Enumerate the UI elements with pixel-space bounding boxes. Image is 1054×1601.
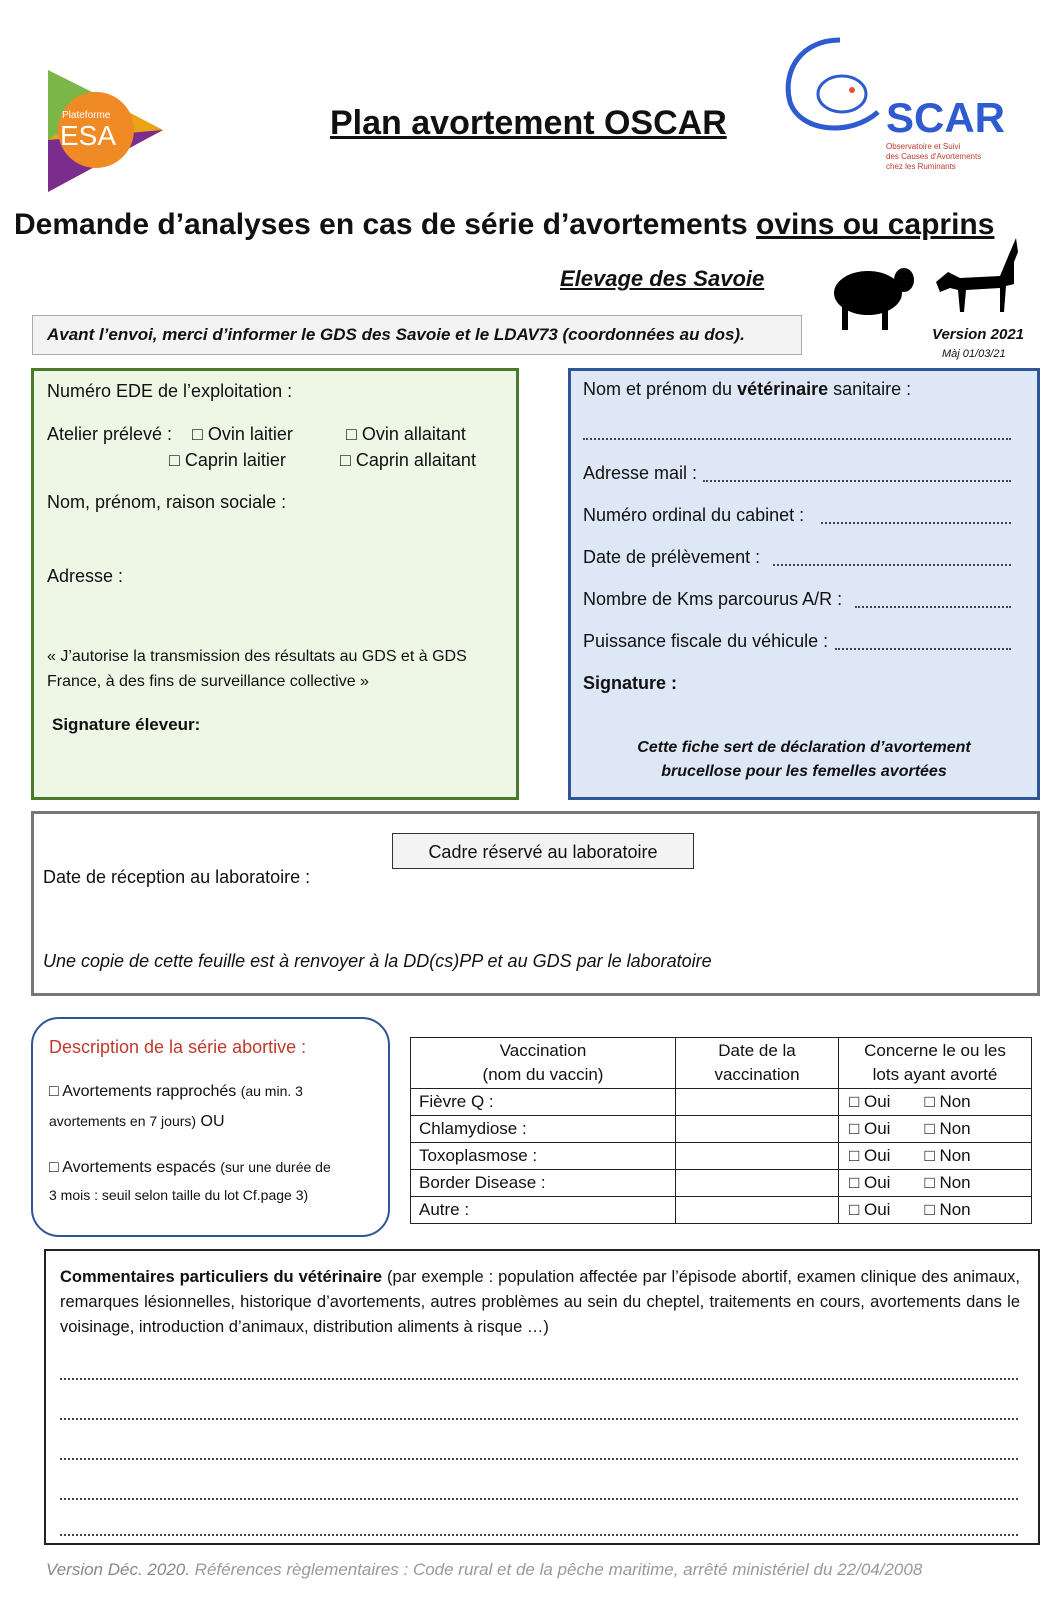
lab-reception-label: Date de réception au laboratoire : (43, 867, 311, 887)
autorisation-line-2: France, à des fins de surveillance collective » (47, 673, 369, 690)
date-col-header: Date de la vaccination (676, 1038, 839, 1089)
commentaires-rest: (par exemple : population affectée par l’épisode abortif, examen clinique des animaux, remarques lésionnelles, historique d’avortements, autres problèmes au sein du cheptel, traitements en cours, avortements dans le voisinage, introduction d’animaux, distribution aliments à risque …) (60, 1268, 1020, 1336)
vaccination-col-header: Vaccination (nom du vaccin) (411, 1038, 676, 1089)
vet-nom-bold: vétérinaire (737, 379, 829, 399)
sheep-icon (828, 258, 918, 338)
vet-date-field[interactable] (773, 563, 1011, 566)
footer (46, 1560, 922, 1580)
rapproches-line2-small: avortements en 7 jours) (49, 1113, 197, 1129)
espaces-line-2: 3 mois : seuil selon taille du lot Cf.page 3) (49, 1187, 309, 1203)
veterinaire-box (568, 368, 1040, 800)
avortements-espaces-checkbox[interactable] (49, 1159, 331, 1177)
oui-checkbox[interactable]: □ Oui (849, 1173, 891, 1192)
vet-kms-field[interactable] (855, 605, 1011, 608)
eleveur-box (31, 368, 519, 800)
rapproches-main: □ Avortements rapprochés (49, 1083, 241, 1100)
table-row (411, 1143, 1032, 1170)
oscar-tagline-3: chez les Ruminants (886, 162, 956, 171)
oui-checkbox[interactable]: □ Oui (849, 1146, 891, 1165)
vet-puissance-label: Puissance fiscale du véhicule : (583, 631, 829, 651)
table-row (411, 1197, 1032, 1224)
signature-eleveur-label: Signature éleveur: (52, 715, 201, 734)
non-checkbox[interactable]: □ Non (924, 1119, 971, 1138)
vaccin-name: Toxoplasmose : (411, 1143, 676, 1170)
lots-cell (839, 1143, 1032, 1170)
caprin-allaitant-checkbox[interactable]: □ Caprin allaitant (340, 450, 476, 470)
lab-header: Cadre réservé au laboratoire (392, 833, 694, 869)
commentaires-box (44, 1249, 1040, 1545)
vaccination-date-cell[interactable] (676, 1116, 839, 1143)
oui-checkbox[interactable]: □ Oui (849, 1092, 891, 1111)
subtitle-start: Demande d’analyses en cas de série d’avortements (14, 208, 757, 241)
esa-logo-main: ESA (60, 120, 117, 151)
non-checkbox[interactable]: □ Non (924, 1146, 971, 1165)
lots-col-header: Concerne le ou les lots ayant avorté (839, 1038, 1032, 1089)
vaccination-table (410, 1037, 1032, 1224)
vet-nom-field[interactable] (583, 437, 1011, 440)
lots-cell (839, 1170, 1032, 1197)
version-label: Version 2021 (932, 326, 1024, 343)
table-row (411, 1170, 1032, 1197)
elevage-label: Elevage des Savoie (560, 266, 765, 291)
vet-ordinal-field[interactable] (821, 521, 1011, 524)
esa-logo-top: Plateforme (62, 110, 111, 121)
oscar-logo-main: SCAR (886, 94, 1006, 141)
brucellose-note-2: brucellose pour les femelles avortées (661, 763, 947, 780)
avortements-rapproches-checkbox[interactable] (49, 1083, 303, 1101)
vet-kms-label: Nombre de Kms parcourus A/R : (583, 589, 843, 609)
oui-checkbox[interactable]: □ Oui (849, 1119, 891, 1138)
footer-refs: Références règlementaires : Code rural et de la pêche maritime, arrêté ministériel du 22/04/2008 (189, 1560, 923, 1579)
vaccin-name: Chlamydiose : (411, 1116, 676, 1143)
oscar-logo (780, 32, 1010, 182)
lots-cell (839, 1089, 1032, 1116)
non-checkbox[interactable]: □ Non (924, 1092, 971, 1111)
rapproches-small: (au min. 3 (240, 1083, 303, 1099)
lots-cell (839, 1197, 1032, 1224)
commentaires-text (60, 1265, 1020, 1340)
espaces-main: □ Avortements espacés (49, 1159, 221, 1176)
comment-line[interactable] (60, 1533, 1018, 1536)
vaccin-name: Border Disease : (411, 1170, 676, 1197)
autorisation-line-1: « J’autorise la transmission des résultats au GDS et à GDS (47, 648, 467, 665)
table-row (411, 1116, 1032, 1143)
vaccination-header-row (411, 1038, 1032, 1089)
vet-mail-field[interactable] (703, 479, 1011, 482)
adresse-label: Adresse : (47, 566, 124, 586)
vaccination-date-cell[interactable] (676, 1143, 839, 1170)
page-subtitle (14, 208, 994, 242)
nom-label: Nom, prénom, raison sociale : (47, 492, 287, 512)
vet-mail-label: Adresse mail : (583, 463, 698, 483)
goat-icon (930, 232, 1022, 322)
non-checkbox[interactable]: □ Non (924, 1200, 971, 1219)
brucellose-note-1: Cette fiche sert de déclaration d’avortement (637, 739, 971, 756)
caprin-laitier-checkbox[interactable]: □ Caprin laitier (169, 450, 286, 470)
notice-banner: Avant l’envoi, merci d’informer le GDS des Savoie et le LDAV73 (coordonnées au dos). (32, 315, 802, 355)
non-checkbox[interactable]: □ Non (924, 1173, 971, 1192)
description-title: Description de la série abortive : (49, 1037, 307, 1057)
ovin-allaitant-checkbox[interactable]: □ Ovin allaitant (346, 424, 466, 444)
espaces-small: (sur une durée de (220, 1159, 331, 1175)
subtitle-underlined: ovins ou caprins (756, 208, 995, 241)
ede-label: Numéro EDE de l’exploitation : (47, 381, 293, 401)
vaccination-date-cell[interactable] (676, 1089, 839, 1116)
maj-label: Màj 01/03/21 (942, 348, 1006, 360)
comment-line[interactable] (60, 1457, 1018, 1460)
lots-cell (839, 1116, 1032, 1143)
rapproches-line-2 (49, 1113, 225, 1131)
vet-puissance-field[interactable] (835, 647, 1011, 650)
esa-logo (38, 60, 168, 200)
description-box (31, 1017, 390, 1237)
commentaires-bold: Commentaires particuliers du vétérinaire (60, 1268, 383, 1286)
vet-nom-post: sanitaire : (828, 379, 912, 399)
vaccin-name: Fièvre Q : (411, 1089, 676, 1116)
page-title: Plan avortement OSCAR (330, 104, 727, 142)
vaccin-name: Autre : (411, 1197, 676, 1224)
oscar-tagline-1: Observatoire et Suivi (886, 142, 961, 151)
footer-version: Version Déc. 2020. (46, 1560, 190, 1579)
oscar-tagline-2: des Causes d'Avortements (886, 152, 982, 161)
atelier-label: Atelier prélevé : (47, 424, 173, 444)
comment-line[interactable] (60, 1377, 1018, 1380)
vaccination-date-cell[interactable] (676, 1197, 839, 1224)
lab-copie-note: Une copie de cette feuille est à renvoyer à la DD(cs)PP et au GDS par le laboratoire (43, 951, 712, 971)
oui-checkbox[interactable]: □ Oui (849, 1200, 891, 1219)
vet-ordinal-label: Numéro ordinal du cabinet : (583, 505, 805, 525)
vet-nom-pre: Nom et prénom du (583, 379, 738, 399)
vet-nom-label (583, 379, 911, 400)
vet-signature-label: Signature : (583, 673, 678, 693)
table-row (411, 1089, 1032, 1116)
comment-line[interactable] (60, 1417, 1018, 1420)
vet-date-label: Date de prélèvement : (583, 547, 761, 567)
vaccination-date-cell[interactable] (676, 1170, 839, 1197)
rapproches-line2-main: OU (196, 1113, 225, 1130)
ovin-laitier-checkbox[interactable]: □ Ovin laitier (192, 424, 293, 444)
comment-line[interactable] (60, 1497, 1018, 1500)
